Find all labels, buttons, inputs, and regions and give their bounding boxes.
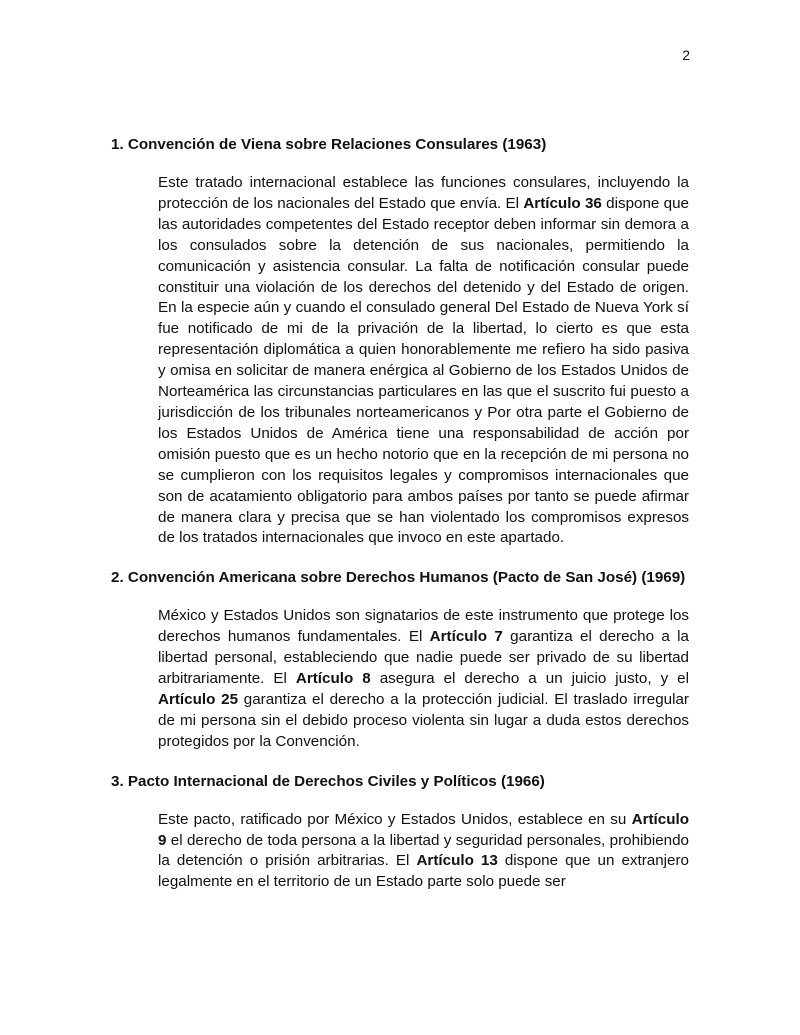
text-segment: Este tratado internacional establece las funciones consulares, incluyendo la protección de los nacionales del Estado que envía. El	[158, 174, 689, 212]
document-body	[111, 134, 689, 911]
article-reference: Artículo 36	[523, 194, 602, 212]
section-heading: 2. Convención Americana sobre Derechos Humanos (Pacto de San José) (1969)	[111, 569, 686, 587]
text-segment: asegura el derecho a un juicio justo, y el	[370, 670, 689, 688]
article-reference: Artículo 9	[158, 810, 689, 849]
section-paragraph	[158, 606, 689, 752]
section-paragraph	[158, 173, 689, 549]
text-segment: México y Estados Unidos son signatarios de este instrumento que protege los derechos humanos fundamentales. El	[158, 607, 689, 646]
text-segment: garantiza el derecho a la protección judicial. El traslado irregular de mi persona sin el debido proceso violenta sin lugar a duda estos derechos protegidos por la Convención.	[158, 690, 689, 750]
article-reference: Artículo 25	[158, 690, 239, 708]
text-segment: dispone que un extranjero legalmente en el territorio de un Estado parte solo puede ser	[158, 852, 689, 891]
section-heading: 3. Pacto Internacional de Derechos Civiles y Políticos (1966)	[111, 772, 545, 790]
section-paragraph	[158, 810, 689, 894]
text-segment: dispone que las autoridades competentes del Estado receptor deben informar sin demora a los consulados sobre la detención de sus nacionales, permitiendo la comunicación y asistencia consular. La falta de notificación consular puede constituir una violación de los derechos del detenido y del Estado de origen. En la especie aún y cuando el consulado general Del Estado de Nueva York sí fue notificado de mi de la privación de la libertad, lo cierto es que esta representación diplomática a quien honorablemente me refiero ha sido pasiva y omisa en solicitar de manera enérgica al Gobierno de los Estados Unidos de Norteamérica las circunstancias particulares en las que el suscrito fui puesto a jurisdicción de los tribunales norteamericanos y Por otra parte el Gobierno de los Estados Unidos de América tiene una responsabilidad de acción por omisión puesto que es un hecho notorio que en la recepción de mi persona no se cumplieron con los requisitos legales y compromisos internacionales que son de acatamiento obligatorio para ambos países por tanto se puede afirmar de manera clara y precisa que se han violentado los compromisos expresos de los tratados internacionales que invoco en este apartado.	[158, 194, 689, 547]
section-3	[111, 771, 689, 894]
section-heading: 1. Convención de Viena sobre Relaciones Consulares (1963)	[111, 136, 547, 153]
text-segment: el derecho de toda persona a la libertad y seguridad personales, prohibiendo la detención o prisión arbitrarias. El	[158, 831, 689, 870]
article-reference: Artículo 13	[416, 852, 498, 870]
section-1	[111, 134, 689, 549]
text-segment: Este pacto, ratificado por México y Estados Unidos, establece en su	[158, 810, 632, 828]
article-reference: Artículo 8	[295, 670, 371, 688]
article-reference: Artículo 7	[429, 628, 503, 646]
section-2	[111, 567, 689, 752]
text-segment: garantiza el derecho a la libertad personal, estableciendo que nadie puede ser privado de su libertad arbitrariamente. El	[158, 628, 689, 688]
page-number: 2	[682, 47, 690, 63]
